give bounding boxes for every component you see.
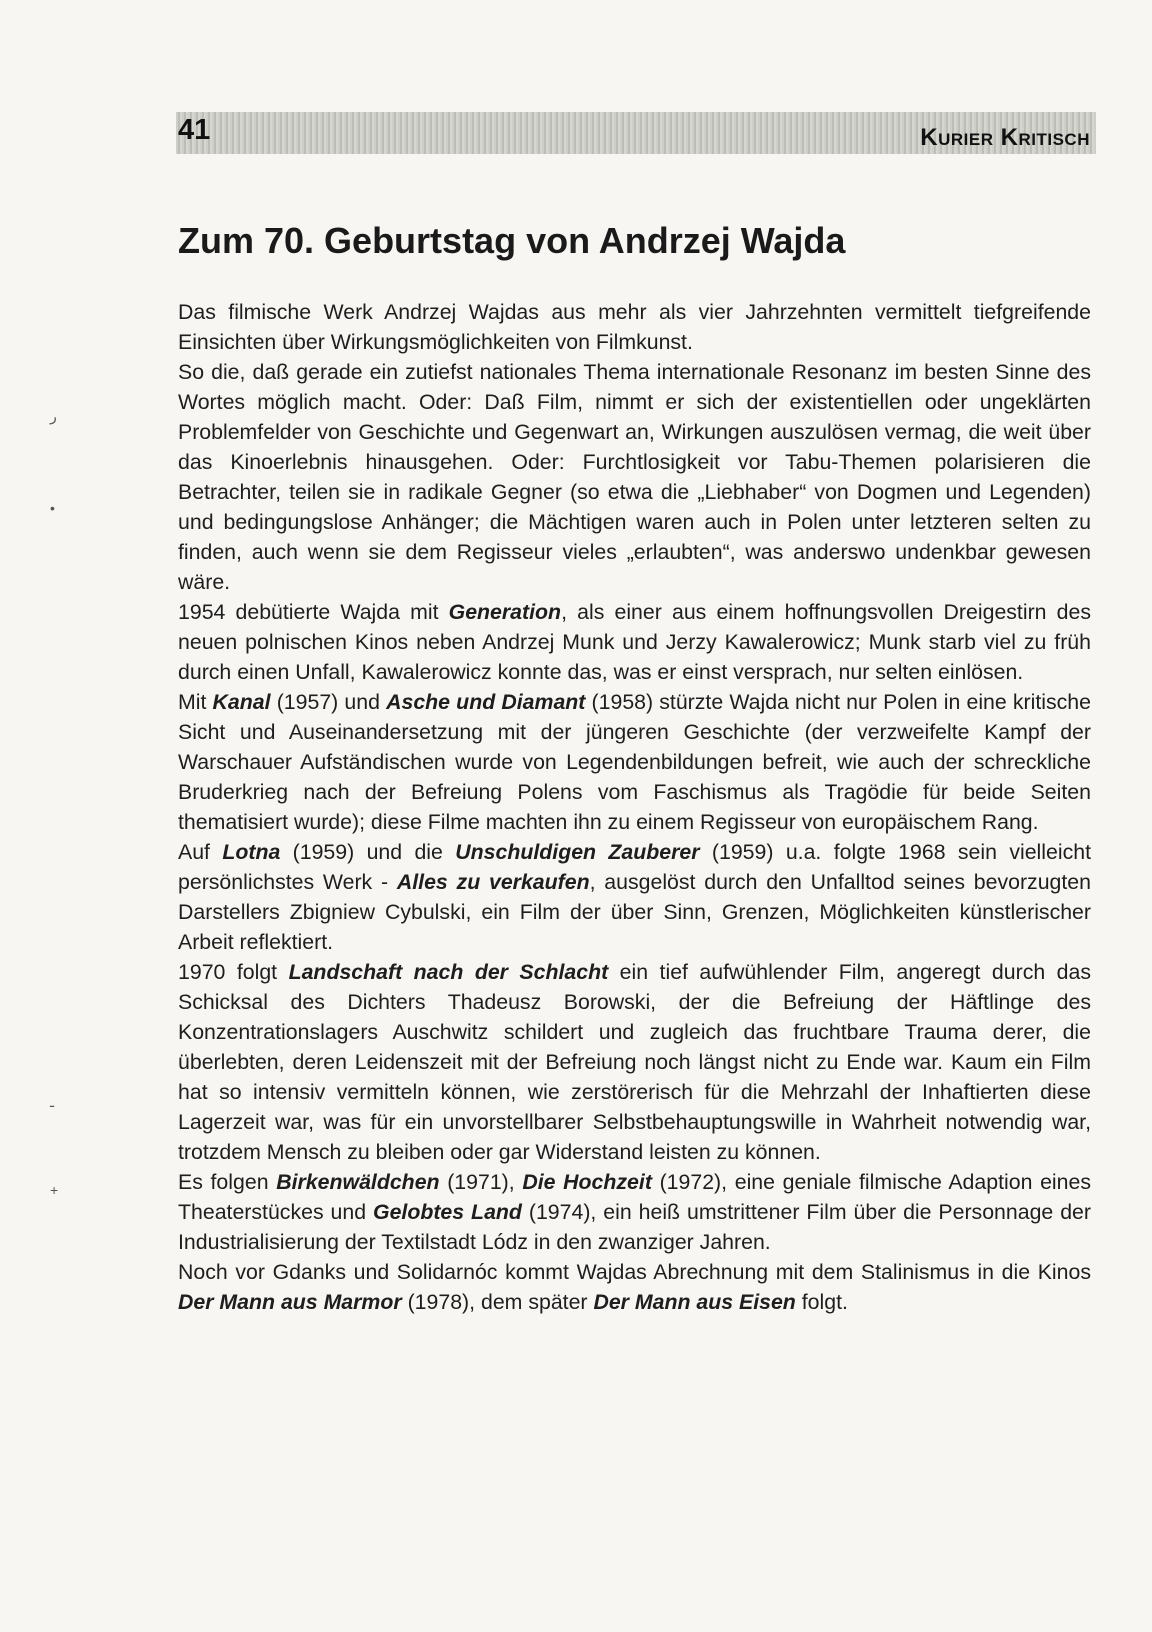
running-head [920,124,1090,152]
paragraph-text: 1954 debütierte Wajda mit [178,600,449,624]
film-title: Landschaft nach der Schlacht [288,960,609,984]
film-title: Asche und Diamant [386,690,586,714]
paragraph-text: (1958) stürzte Wajda nicht nur Polen in eine kritische Sicht und Auseinandersetzung mit der jüngeren Geschichte (der verzweifelte Kampf der Warschauer Aufständischen wurde von Legendenbildungen befreit, wie auch der schreckliche Bruderkrieg nach der Befreiung Polens vom Faschismus als Tragödie für beide Seiten thematisiert wurde); diese Filme machten ihn zu einem Regisseur von europäischem Rang. [178,690,1091,834]
paragraph-text: (1959) u.a. folgte 1968 sein vielleicht persönlichstes Werk - [178,840,1091,894]
paragraph-text: (1974), ein heiß umstrittener Film über die Personnage der Industrialisierung der Textilstadt Lódz in den zwanziger Jahren. [178,1200,1091,1254]
paragraph-text: (1971), [439,1170,523,1194]
page-number: 41 [178,114,211,146]
paragraph [178,1257,1091,1317]
margin-mark: ـ [50,1094,55,1110]
paragraph-text: Mit [178,690,213,714]
paragraph-text: (1972), eine geniale filmische Adaption eines Theaterstückes und [178,1170,1091,1224]
margin-mark: + [50,1182,59,1198]
paragraph-text: , als einer aus einem hoffnungsvollen Dreigestirn des neuen polnischen Kinos neben Andrzej Munk und Jerzy Kawalerowicz; Munk starb viel zu früh durch einen Unfall, Kawalerowicz konnte das, was er einst versprach, nur selten einlösen. [178,600,1091,684]
paragraph-text: (1978), dem später [401,1290,594,1314]
paragraph [178,837,1091,957]
film-title: Kanal [212,690,271,714]
article-title: Zum 70. Geburtstag von Andrzej Wajda [178,220,846,261]
film-title: Gelobtes Land [373,1200,522,1224]
film-title: Unschuldigen Zauberer [455,840,700,864]
paragraph-text: folgt. [795,1290,848,1314]
paragraph-text: Noch vor Gdanks und Solidarnóc kommt Wajdas Abrechnung mit dem Stalinismus in die Kinos [178,1260,1091,1284]
margin-mark: • [50,500,55,516]
paragraph [178,297,1091,357]
article-body [178,297,1091,1317]
paragraph-text: Es folgen [178,1170,277,1194]
paragraph [178,1167,1091,1257]
paragraph [178,957,1091,1167]
paragraph-text: (1959) und die [280,840,456,864]
film-title: Die Hochzeit [522,1170,652,1194]
film-title: Alles zu verkaufen [396,870,590,894]
film-title: Generation [448,600,562,624]
paragraph-text: (1957) und [270,690,387,714]
film-title: Der Mann aus Eisen [593,1290,796,1314]
film-title: Der Mann aus Marmor [178,1290,402,1314]
film-title: Birkenwäldchen [276,1170,440,1194]
paragraph [178,597,1091,687]
film-title: Lotna [222,840,281,864]
margin-mark: ر [50,408,57,424]
paragraph-text: 1970 folgt [178,960,289,984]
paragraph-text: ein tief aufwühlender Film, angeregt durch das Schicksal des Dichters Thadeusz Borowski, der die Befreiung der Häftlinge des Konzentrationslagers Auschwitz schildert und zugleich das fruchtbare Trauma derer, die überlebten, deren Leidenszeit mit der Befreiung noch längst nicht zu Ende war. Kaum ein Film hat so intensiv vermitteln können, wie zerstörerisch für die Mehrzahl der Inhaftierten diese Lagerzeit war, was für ein unvorstellbarer Selbstbehauptungswille in Wahrheit notwendig war, trotzdem Mensch zu bleiben oder gar Widerstand leisten zu können. [178,960,1091,1164]
paragraph-text: , ausgelöst durch den Unfalltod seines bevorzugten Darstellers Zbigniew Cybulski, ein Film der über Sinn, Grenzen, Möglichkeiten künstlerischer Arbeit reflektiert. [178,870,1091,954]
paragraph-text: So die, daß gerade ein zutiefst nationales Thema internationale Resonanz im besten Sinne des Wortes möglich macht. Oder: Daß Film, nimmt er sich der existentiellen oder ungeklärten Problemfelder von Geschichte und Gegenwart an, Wirkungen auszulösen vermag, die weit über das Kinoerlebnis hinausgehen. Oder: Furchtlosigkeit vor Tabu-Themen polarisieren die Betrachter, teilen sie in radikale Gegner (so etwa die „Liebhaber“ von Dogmen und Legenden) und bedingungslose Anhänger; die Mächtigen waren auch in Polen unter letzteren selten zu finden, auch wenn sie dem Regisseur vieles „erlaubten“, was anderswo undenkbar gewesen wäre. [178,360,1091,594]
running-head-first: Kurier [920,124,994,151]
running-head-second: Kritisch [1000,124,1090,151]
paragraph [178,687,1091,837]
paragraph [178,357,1091,597]
paragraph-text: Auf [178,840,223,864]
paragraph-text: Das filmische Werk Andrzej Wajdas aus mehr als vier Jahrzehnten vermittelt tiefgreifende Einsichten über Wirkungsmöglichkeiten von Filmkunst. [178,300,1091,354]
